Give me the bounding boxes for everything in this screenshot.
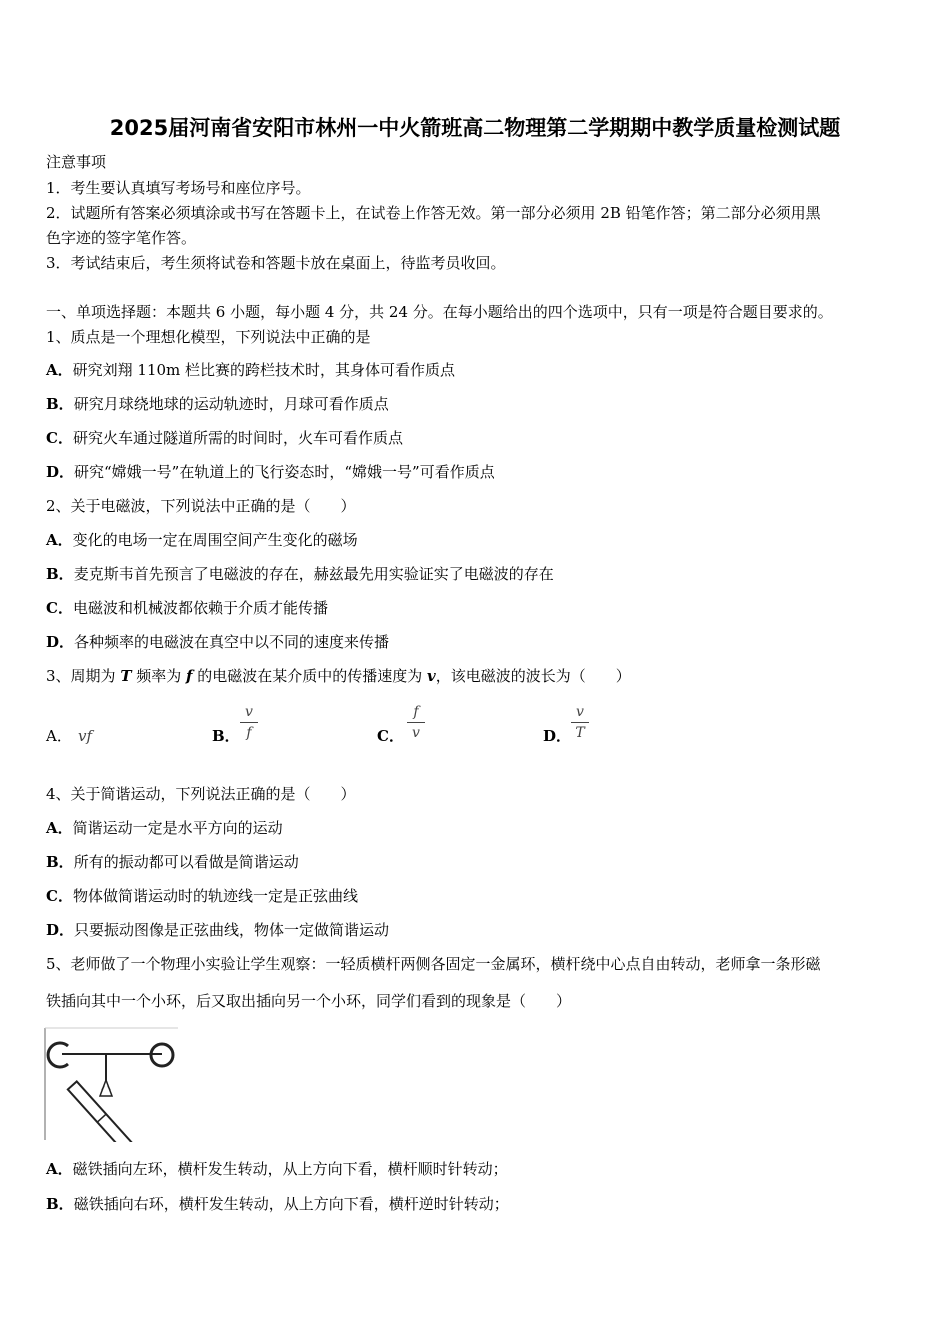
q3-stem-text: ，该电磁波的波长为（ ） [435, 667, 631, 685]
q3-option-a-label: A． [46, 727, 72, 745]
q3-stem-text: 的电磁波在某介质中的传播速度为 [192, 667, 428, 685]
q5-stem-line-1: 5、老师做了一个物理小实验让学生观察：一轻质横杆两侧各固定一金属环，横杆绕中心点自由转动，老师拿一条形磁 [46, 955, 821, 973]
q3-var-t: T [120, 667, 132, 685]
fraction-bar [407, 722, 425, 723]
option-label: A． [46, 819, 73, 837]
option-label: B． [46, 1195, 74, 1213]
q4-option-b [46, 852, 299, 872]
q1-option-d [46, 462, 495, 482]
option-label: D． [46, 633, 75, 651]
fraction-numerator: v [576, 704, 584, 720]
pivot-stand [100, 1080, 112, 1096]
option-text: 电磁波和机械波都依赖于介质才能传播 [72, 599, 328, 617]
q4-option-a [46, 818, 283, 838]
q2-stem: 2、关于电磁波，下列说法中正确的是（ ） [46, 497, 356, 515]
magnet-ring-apparatus-figure [44, 1024, 180, 1142]
q2-option-c [46, 598, 328, 618]
fraction-bar [571, 722, 589, 723]
option-text: 所有的振动都可以看做是简谐运动 [73, 853, 299, 871]
section1-heading: 一、单项选择题：本题共 6 小题，每小题 4 分，共 24 分。在每小题给出的四个选项中，只有一项是符合题目要求的。 [46, 303, 833, 321]
option-label: C． [46, 429, 73, 447]
option-text: 变化的电场一定在周围空间产生变化的磁场 [72, 531, 358, 549]
q5-stem-line-2: 铁插向其中一个小环，后又取出插向另一个小环，同学们看到的现象是（ ） [46, 992, 572, 1010]
option-label: D． [46, 921, 75, 939]
q1-option-a [46, 360, 455, 380]
q4-option-c [46, 886, 358, 906]
option-label: D． [46, 463, 75, 481]
option-text: 研究火车通过隧道所需的时间时，火车可看作质点 [72, 429, 403, 447]
q3-option-d-fraction [571, 703, 589, 742]
option-text: 磁铁插向左环，横杆发生转动，从上方向下看，横杆顺时针转动； [72, 1160, 508, 1178]
q3-option-b-label: B． [212, 727, 240, 745]
fraction-numerator: f [413, 704, 419, 720]
option-label: A． [46, 361, 73, 379]
q2-option-a [46, 530, 358, 550]
q1-option-c [46, 428, 403, 448]
option-text: 麦克斯韦首先预言了电磁波的存在，赫兹最先用实验证实了电磁波的存在 [73, 565, 554, 583]
q5-option-b [46, 1194, 509, 1214]
q2-option-b [46, 564, 554, 584]
q3-option-a-expr: vf [78, 727, 93, 745]
option-text: 简谐运动一定是水平方向的运动 [72, 819, 283, 837]
option-label: A． [46, 1160, 73, 1178]
option-label: B． [46, 853, 74, 871]
q3-option-d-label: D． [543, 727, 572, 745]
option-label: B． [46, 395, 74, 413]
q3-option-b-fraction [240, 703, 258, 742]
notice-item-1: 1．考生要认真填写考场号和座位序号。 [46, 179, 311, 197]
option-label: C． [46, 887, 73, 905]
notice-item-3: 3．考试结束后，考生须将试卷和答题卡放在桌面上，待监考员收回。 [46, 254, 506, 272]
q3-stem-text: 频率为 [131, 667, 187, 685]
option-label: A． [46, 531, 73, 549]
q1-option-b [46, 394, 389, 414]
fraction-denominator: T [575, 725, 585, 741]
notice-heading: 注意事项 [46, 153, 107, 171]
option-text: 研究“嫦娥一号”在轨道上的飞行姿态时，“嫦娥一号”可看作质点 [74, 463, 495, 481]
q4-stem: 4、关于简谐运动，下列说法正确的是（ ） [46, 785, 356, 803]
fraction-denominator: f [246, 725, 252, 741]
option-text: 研究月球绕地球的运动轨迹时，月球可看作质点 [73, 395, 389, 413]
q3-stem [46, 666, 631, 686]
option-text: 只要振动图像是正弦曲线，物体一定做简谐运动 [74, 921, 390, 939]
option-label: B． [46, 565, 74, 583]
option-text: 物体做简谐运动时的轨迹线一定是正弦曲线 [72, 887, 358, 905]
q4-option-d [46, 920, 389, 940]
option-text: 磁铁插向右环，横杆发生转动，从上方向下看，横杆逆时针转动； [73, 1195, 509, 1213]
fraction-numerator: v [245, 704, 253, 720]
q3-option-c-label: C． [377, 727, 404, 745]
q3-stem-text: 3、周期为 [46, 667, 121, 685]
q2-option-d [46, 632, 389, 652]
page-title: 2025届河南省安阳市林州一中火箭班高二物理第二学期期中教学质量检测试题 [109, 116, 841, 140]
notice-item-2-cont: 色字迹的签字笔作答。 [46, 229, 197, 247]
option-label: C． [46, 599, 73, 617]
q5-option-a [46, 1159, 508, 1179]
q3-var-f: f [186, 667, 193, 685]
q1-stem: 1、质点是一个理想化模型，下列说法中正确的是 [46, 328, 371, 346]
option-text: 各种频率的电磁波在真空中以不同的速度来传播 [74, 633, 390, 651]
q3-var-v: v [427, 667, 436, 685]
notice-item-2: 2．试题所有答案必须填涂或书写在答题卡上，在试卷上作答无效。第一部分必须用 2B 铅笔作答；第二部分必须用黑 [46, 204, 821, 222]
q3-option-c-fraction [407, 703, 425, 742]
fraction-denominator: v [412, 725, 420, 741]
option-text: 研究刘翔 110m 栏比赛的跨栏技术时，其身体可看作质点 [72, 361, 456, 379]
fraction-bar [240, 722, 258, 723]
